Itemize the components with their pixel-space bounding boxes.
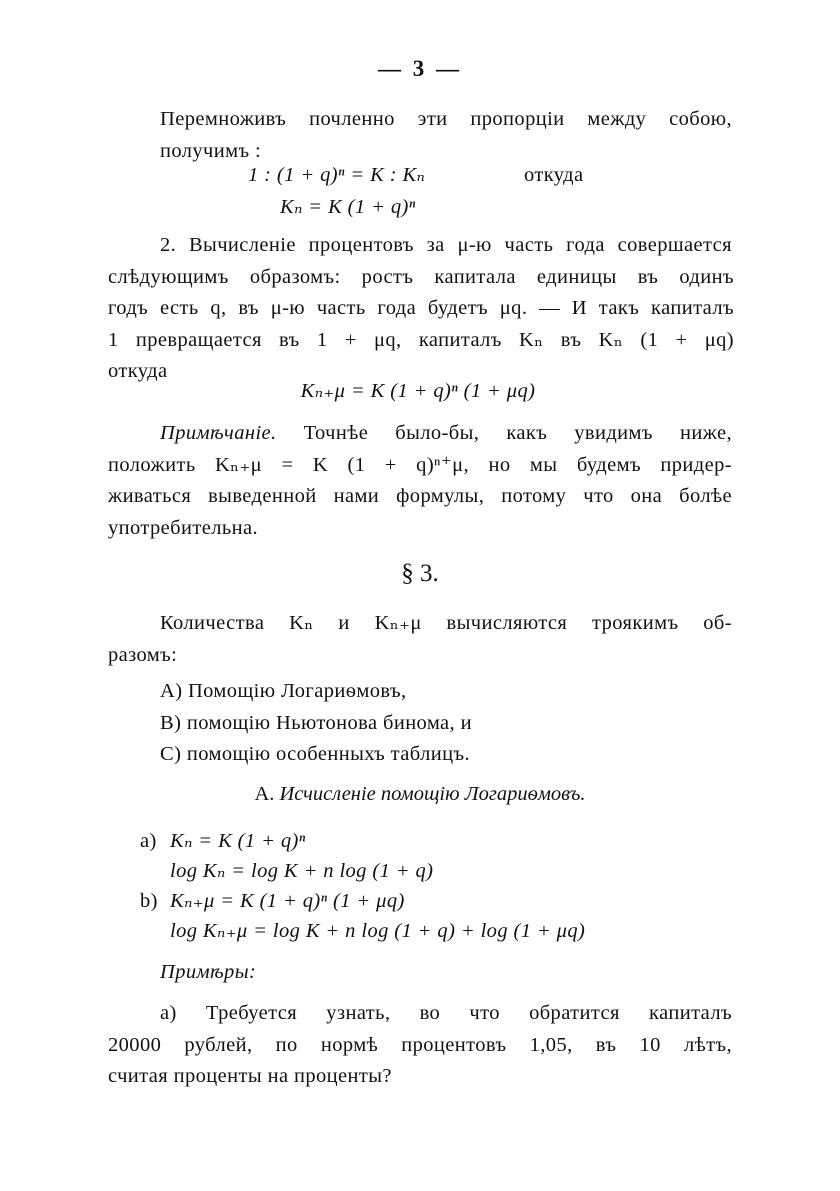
- note-line-3: живаться выведенной нами формулы, потому что она болѣе: [108, 485, 732, 507]
- formula-label: a): [140, 830, 157, 852]
- formula-1-equation: 1 : (1 + q)ⁿ = K : Kₙ: [248, 164, 426, 186]
- example-line-2: 20000 рублей, по нормѣ процентовъ 1,05, въ 10 лѣтъ,: [108, 1033, 732, 1056]
- formula-row: [140, 916, 740, 946]
- examples-paragraph: [108, 998, 732, 1093]
- option-b: B) помощію Ньютонова бинома, и: [160, 711, 472, 734]
- note-label: Примѣчаніе.: [160, 422, 277, 444]
- section-line-1: Количества Kₙ и Kₙ₊μ вычисляются троякимъ об-: [160, 612, 732, 634]
- page-number: — 3 —: [378, 56, 462, 81]
- formula-1: [248, 160, 698, 223]
- note-line-4: употребительна.: [108, 516, 258, 539]
- item-2-formula: Kₙ₊μ = K (1 + q)ⁿ (1 + μq): [300, 380, 536, 402]
- formula-equation: log Kₙ₊μ = log K + n log (1 + q) + log (1 + μq): [170, 920, 586, 942]
- options-list: [160, 676, 680, 771]
- subsection-prefix: A.: [254, 783, 275, 805]
- formula-equation: log Kₙ = log K + n log (1 + q): [170, 860, 434, 882]
- formula-equation: Kₙ = K (1 + q)ⁿ: [170, 830, 306, 852]
- item-2-line-2: слѣдующимъ образомъ: ростъ капитала единицы въ одинъ: [108, 265, 734, 288]
- example-line-1: a) Требуется узнать, во что обратится капиталъ: [160, 1002, 732, 1024]
- formula-row: [140, 826, 740, 856]
- item-2-line-4: 1 превращается въ 1 + μq, капиталъ Kₙ въ Kₙ (1 + μq): [108, 328, 734, 351]
- formula-row: [140, 856, 740, 886]
- item-2-paragraph: [108, 230, 734, 388]
- note-line-1: [160, 418, 732, 450]
- section-line-2: разомъ:: [108, 643, 178, 666]
- note-line-1-rest: Точнѣе было-бы, какъ увидимъ ниже,: [303, 422, 733, 444]
- formula-row: [140, 886, 740, 916]
- formulas-block: [140, 826, 740, 946]
- item-2-line-5: откуда: [108, 360, 168, 382]
- note-line-2: положить Kₙ₊μ = K (1 + q)ⁿ⁺μ, но мы будемъ придер-: [108, 453, 732, 476]
- subsection-heading: [0, 783, 840, 806]
- formula-1-word: откуда: [524, 164, 584, 186]
- item-2-line-3: годъ есть q, въ μ-ю часть года будетъ μq. — И такъ капиталъ: [108, 297, 734, 319]
- section-sign: § 3.: [401, 560, 439, 587]
- option-c: C) помощію особенныхъ таблицъ.: [160, 743, 471, 765]
- option-a: A) Помощію Логариѳмовъ,: [160, 680, 407, 702]
- intro-line-2: получимъ :: [160, 139, 262, 162]
- section-paragraph: [108, 608, 732, 671]
- note-paragraph: [108, 418, 732, 544]
- formula-equation: Kₙ₊μ = K (1 + q)ⁿ (1 + μq): [170, 890, 405, 912]
- formula-label: b): [140, 890, 158, 912]
- examples-label: Примѣры:: [160, 961, 257, 983]
- subsection-title: Исчисленіе помощію Логариѳмовъ.: [279, 783, 586, 805]
- item-2-line-1: 2. Вычисленіе процентовъ за μ-ю часть года совершается: [160, 234, 732, 256]
- formula-1-equation-2: Kₙ = K (1 + q)ⁿ: [280, 195, 416, 218]
- intro-paragraph: [160, 104, 732, 167]
- example-line-3: считая проценты на проценты?: [108, 1065, 392, 1087]
- intro-line-1: Перемноживъ почленно эти пропорціи между собою,: [160, 108, 732, 130]
